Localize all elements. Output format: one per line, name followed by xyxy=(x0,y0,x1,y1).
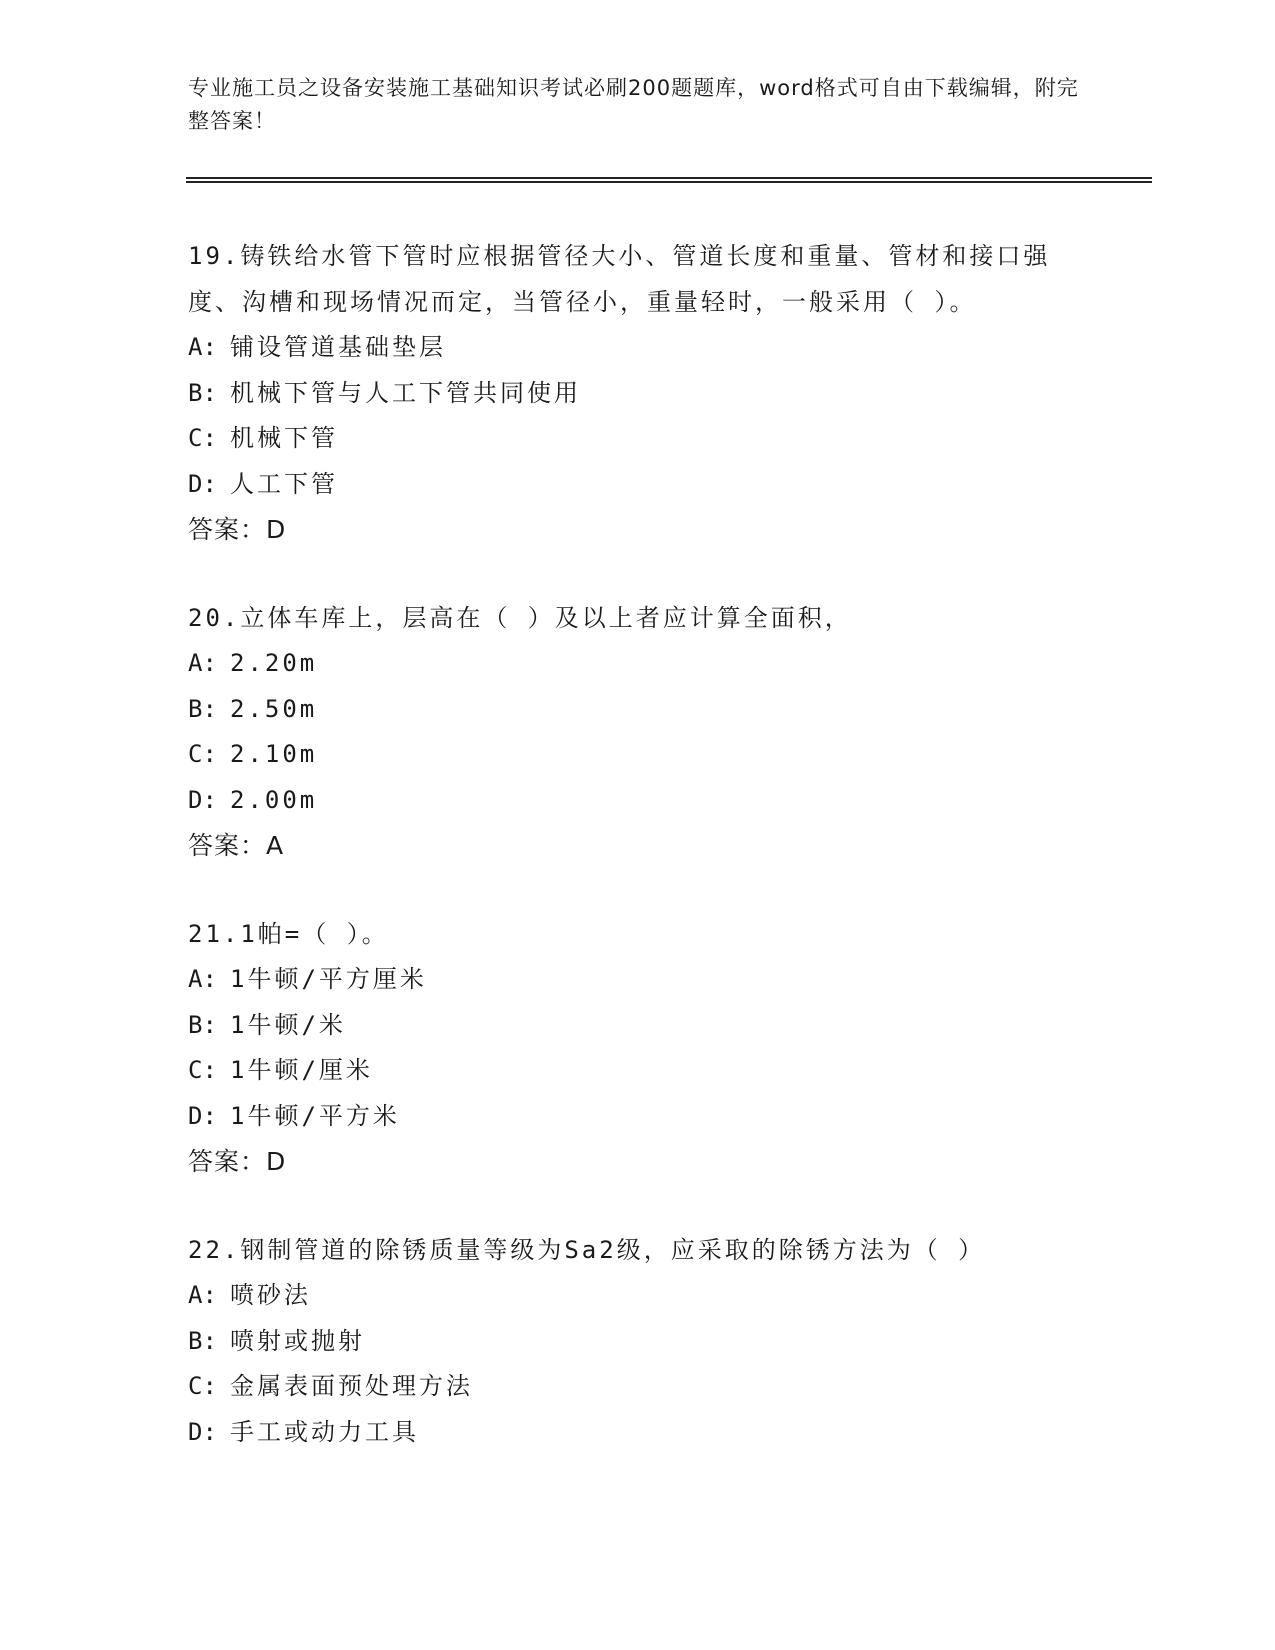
answer-line: 答案：A xyxy=(188,831,285,860)
option-letter: D: xyxy=(188,1417,217,1446)
option-text: 机械下管 xyxy=(230,424,338,452)
option-text: 手工或动力工具 xyxy=(230,1417,419,1446)
option-text: 机械下管与人工下管共同使用 xyxy=(230,378,581,407)
option-a xyxy=(188,325,1088,371)
header-double-rule xyxy=(186,177,1152,183)
option-text: 金属表面预处理方法 xyxy=(230,1372,473,1400)
option-d xyxy=(188,778,1088,824)
option-text: 1牛顿/平方厘米 xyxy=(230,965,427,993)
option-text: 2.10m xyxy=(230,740,318,768)
question-stem: 20.立体车库上，层高在（ ）及以上者应计算全面积， xyxy=(188,604,852,632)
option-text: 1牛顿/厘米 xyxy=(230,1056,373,1084)
question-list xyxy=(188,233,1088,1498)
answer-line: 答案：D xyxy=(188,515,287,544)
option-letter: A: xyxy=(188,333,217,361)
option-d xyxy=(188,462,1088,508)
question-stem: 21.1帕=（ ）。 xyxy=(188,920,389,948)
question-21 xyxy=(188,911,1088,1184)
option-text: 2.00m xyxy=(230,785,318,814)
option-d xyxy=(188,1410,1088,1456)
question-19 xyxy=(188,233,1088,552)
option-text: 铺设管道基础垫层 xyxy=(230,333,446,361)
answer-line: 答案：D xyxy=(188,1147,287,1176)
option-b xyxy=(188,687,1088,733)
option-letter: A: xyxy=(188,1281,217,1309)
option-text: 人工下管 xyxy=(230,469,338,498)
option-letter: D: xyxy=(188,785,217,814)
option-letter: A: xyxy=(188,649,217,677)
option-c xyxy=(188,416,1088,462)
option-text: 2.20m xyxy=(230,649,318,677)
option-letter: B: xyxy=(188,694,217,723)
option-c xyxy=(188,1048,1088,1094)
option-letter: C: xyxy=(188,740,217,768)
question-stem: 22.钢制管道的除锈质量等级为Sa2级，应采取的除锈方法为（ ） xyxy=(188,1236,986,1264)
option-a xyxy=(188,1273,1088,1319)
option-letter: C: xyxy=(188,1056,217,1084)
option-b xyxy=(188,1003,1088,1049)
option-letter: D: xyxy=(188,1101,217,1130)
option-b xyxy=(188,1319,1088,1365)
option-letter: D: xyxy=(188,469,217,498)
option-text: 2.50m xyxy=(230,694,318,723)
option-a xyxy=(188,641,1088,687)
option-c xyxy=(188,732,1088,778)
option-letter: C: xyxy=(188,424,217,452)
option-letter: C: xyxy=(188,1372,217,1400)
option-c xyxy=(188,1364,1088,1410)
document-header-title: 专业施工员之设备安装施工基础知识考试必刷200题题库，word格式可自由下载编辑，附完整答案！ xyxy=(188,76,1079,133)
option-d xyxy=(188,1094,1088,1140)
option-letter: A: xyxy=(188,965,217,993)
question-20 xyxy=(188,595,1088,868)
option-text: 喷砂法 xyxy=(230,1281,311,1309)
option-letter: B: xyxy=(188,378,217,407)
option-letter: B: xyxy=(188,1010,217,1039)
option-text: 1牛顿/平方米 xyxy=(230,1101,400,1130)
option-text: 喷射或抛射 xyxy=(230,1326,365,1355)
option-text: 1牛顿/米 xyxy=(230,1010,346,1039)
option-letter: B: xyxy=(188,1326,217,1355)
option-b xyxy=(188,371,1088,417)
option-a xyxy=(188,957,1088,1003)
question-22 xyxy=(188,1227,1088,1455)
question-stem: 19.铸铁给水管下管时应根据管径大小、管道长度和重量、管材和接口强度、沟槽和现场情况而定，当管径小，重量轻时，一般采用（ ）。 xyxy=(188,242,1051,316)
